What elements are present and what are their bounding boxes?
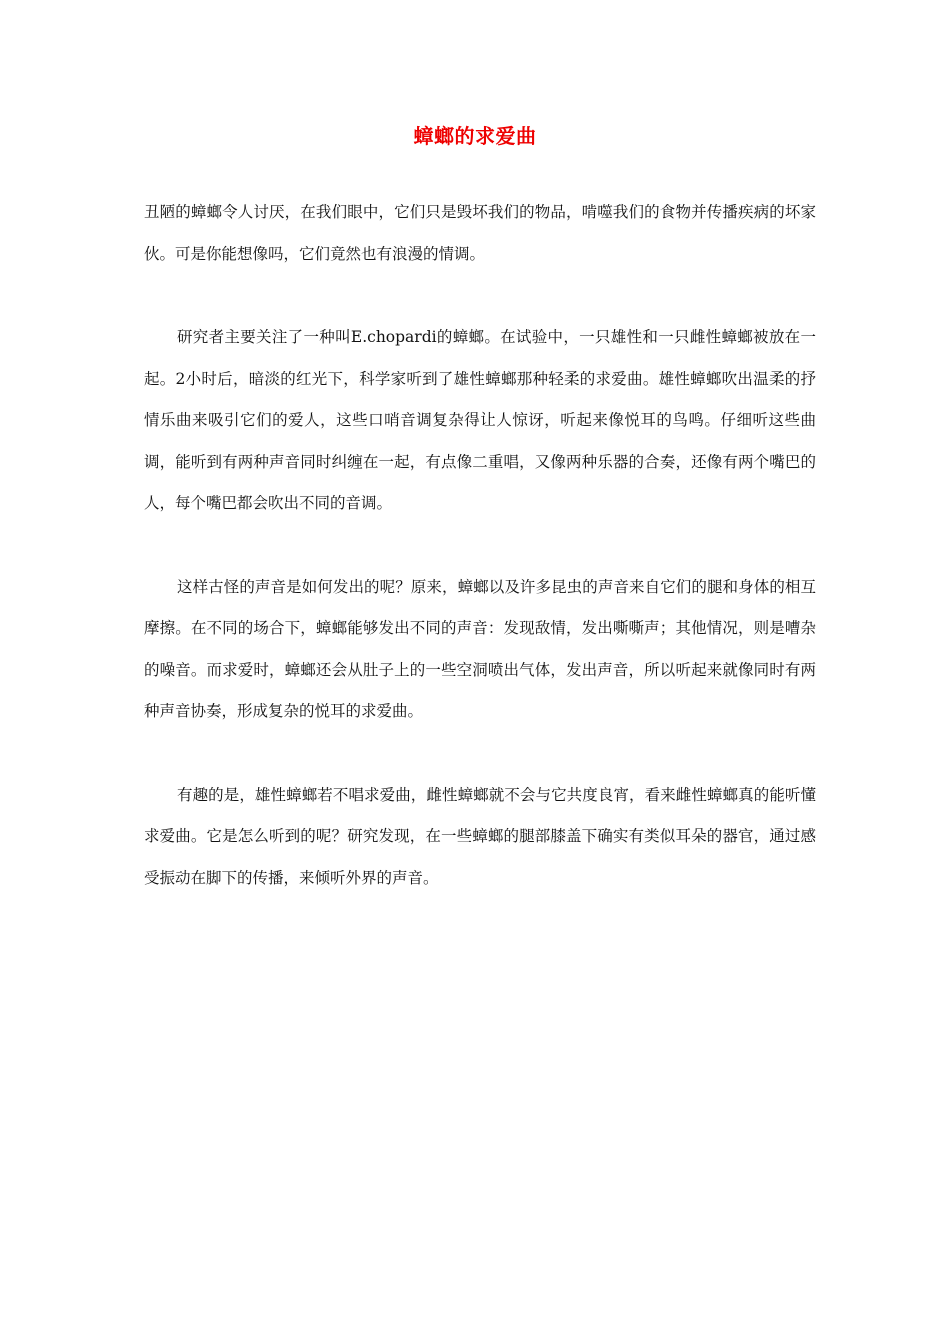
paragraph-1: 丑陋的蟑螂令人讨厌，在我们眼中，它们只是毁坏我们的物品，啃噬我们的食物并传播疾病的坏家伙。可是你能想像吗，它们竟然也有浪漫的情调。	[144, 203, 816, 263]
document-title: 蟑螂的求爱曲	[413, 124, 537, 148]
paragraph-4: 有趣的是，雄性蟑螂若不唱求爱曲，雌性蟑螂就不会与它共度良宵，看来雌性蟑螂真的能听懂求爱曲。它是怎么听到的呢？研究发现，在一些蟑螂的腿部膝盖下确实有类似耳朵的器官，通过感受振动在脚下的传播，来倾听外界的声音。	[144, 785, 816, 887]
document-body	[144, 192, 816, 941]
paragraph-2: 研究者主要关注了一种叫E.chopardi的蟑螂。在试验中，一只雄性和一只雌性蟑螂被放在一起。2小时后，暗淡的红光下，科学家听到了雄性蟑螂那种轻柔的求爱曲。雄性蟑螂吹出温柔的抒情乐曲来吸引它们的爱人，这些口哨音调复杂得让人惊讶，听起来像悦耳的鸟鸣。仔细听这些曲调，能听到有两种声音同时纠缠在一起，有点像二重唱，又像两种乐器的合奏，还像有两个嘴巴的人，每个嘴巴都会吹出不同的音调。	[144, 328, 816, 512]
paragraph-3: 这样古怪的声音是如何发出的呢？原来，蟑螂以及许多昆虫的声音来自它们的腿和身体的相互摩擦。在不同的场合下，蟑螂能够发出不同的声音：发现敌情，发出嘶嘶声；其他情况，则是嘈杂的噪音。而求爱时，蟑螂还会从肚子上的一些空洞喷出气体，发出声音，所以听起来就像同时有两种声音协奏，形成复杂的悦耳的求爱曲。	[144, 577, 816, 720]
